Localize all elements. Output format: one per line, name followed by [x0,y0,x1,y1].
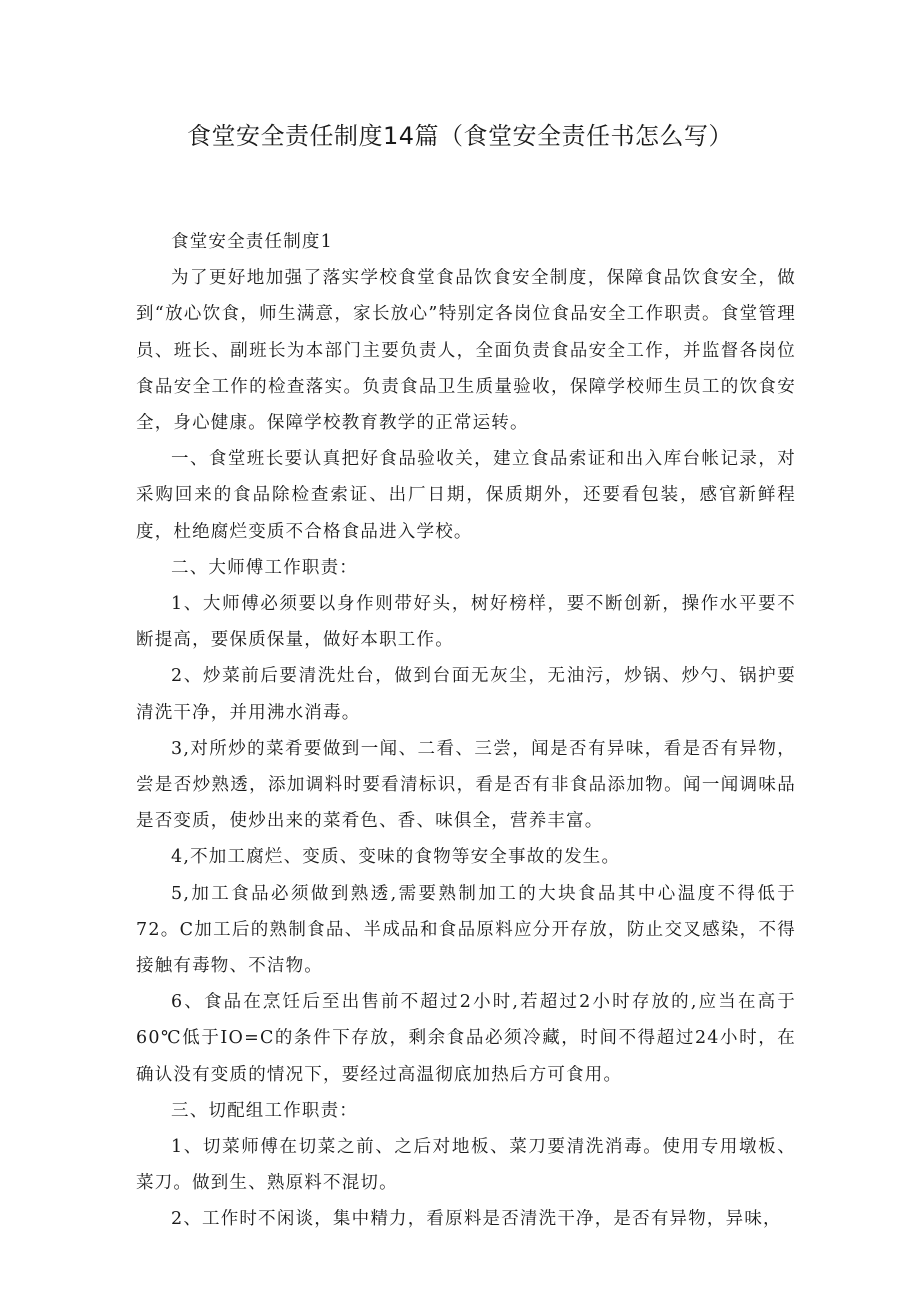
section-heading: 二、大师傅工作职责： [171,557,358,578]
paragraph: 1、切菜师傅在切菜之前、之后对地板、菜刀要清洗消毒。使用专用墩板、菜刀。做到生、熟原料不混切。 [136,1137,796,1194]
section-heading: 三、切配组工作职责： [171,1100,358,1121]
paragraph: 4,不加工腐烂、变质、变味的食物等安全事故的发生。 [171,847,621,868]
paragraph: 一、食堂班长要认真把好食品验收关，建立食品索证和出入库台帐记录，对采购回来的食品除检查索证、出厂日期，保质期外，还要看包装，感官新鲜程度，杜绝腐烂变质不合格食品进入学校。 [136,449,796,542]
paragraph: 2、炒菜前后要清洗灶台，做到台面无灰尘，无油污，炒锅、炒勺、锅护要清洗干净，并用沸水消毒。 [136,666,796,723]
paragraph: 3,对所炒的菜肴要做到一闻、二看、三尝，闻是否有异味，看是否有异物，尝是否炒熟透，添加调料时要看清标识，看是否有非食品添加物。闻一闻调味品是否变质，使炒出来的菜肴色、香、味俱全，营养丰富。 [136,738,796,832]
paragraph: 6、食品在烹饪后至出售前不超过2小时,若超过2小时存放的,应当在高于60℃低于IO=C的条件下存放，剩余食品必须冷藏，时间不得超过24小时，在确认没有变质的情况下，要经过高温彻底加热后方可食用。 [136,992,796,1085]
section-heading: 食堂安全责任制度1 [171,232,333,252]
paragraph: 为了更好地加强了落实学校食堂食品饮食安全制度，保障食品饮食安全，做到“放心饮食，师生满意，家长放心”特别定各岗位食品安全工作职责。食堂管理员、班长、副班长为本部门主要负责人，全面负责食品安全工作，并监督各岗位食品安全工作的检查落实。负责食品卫生质量验收，保障学校师生员工的饮食安全，身心健康。保障学校教育教学的正常运转。 [136,268,796,434]
document-title: 食堂安全责任制度14篇（食堂安全责任书怎么写） [186,122,734,150]
document-body [136,224,796,1238]
paragraph: 1、大师傅必须要以身作则带好头，树好榜样，要不断创新，操作水平要不断提高，要保质保量，做好本职工作。 [136,594,796,651]
paragraph: 2、工作时不闲谈，集中精力，看原料是否清洗干净，是否有异物，异味， [171,1209,782,1230]
paragraph: 5,加工食品必须做到熟透,需要熟制加工的大块食品其中心温度不得低于72。C加工后的熟制食品、半成品和食品原料应分开存放，防止交叉感染，不得接触有毒物、不洁物。 [136,883,796,977]
